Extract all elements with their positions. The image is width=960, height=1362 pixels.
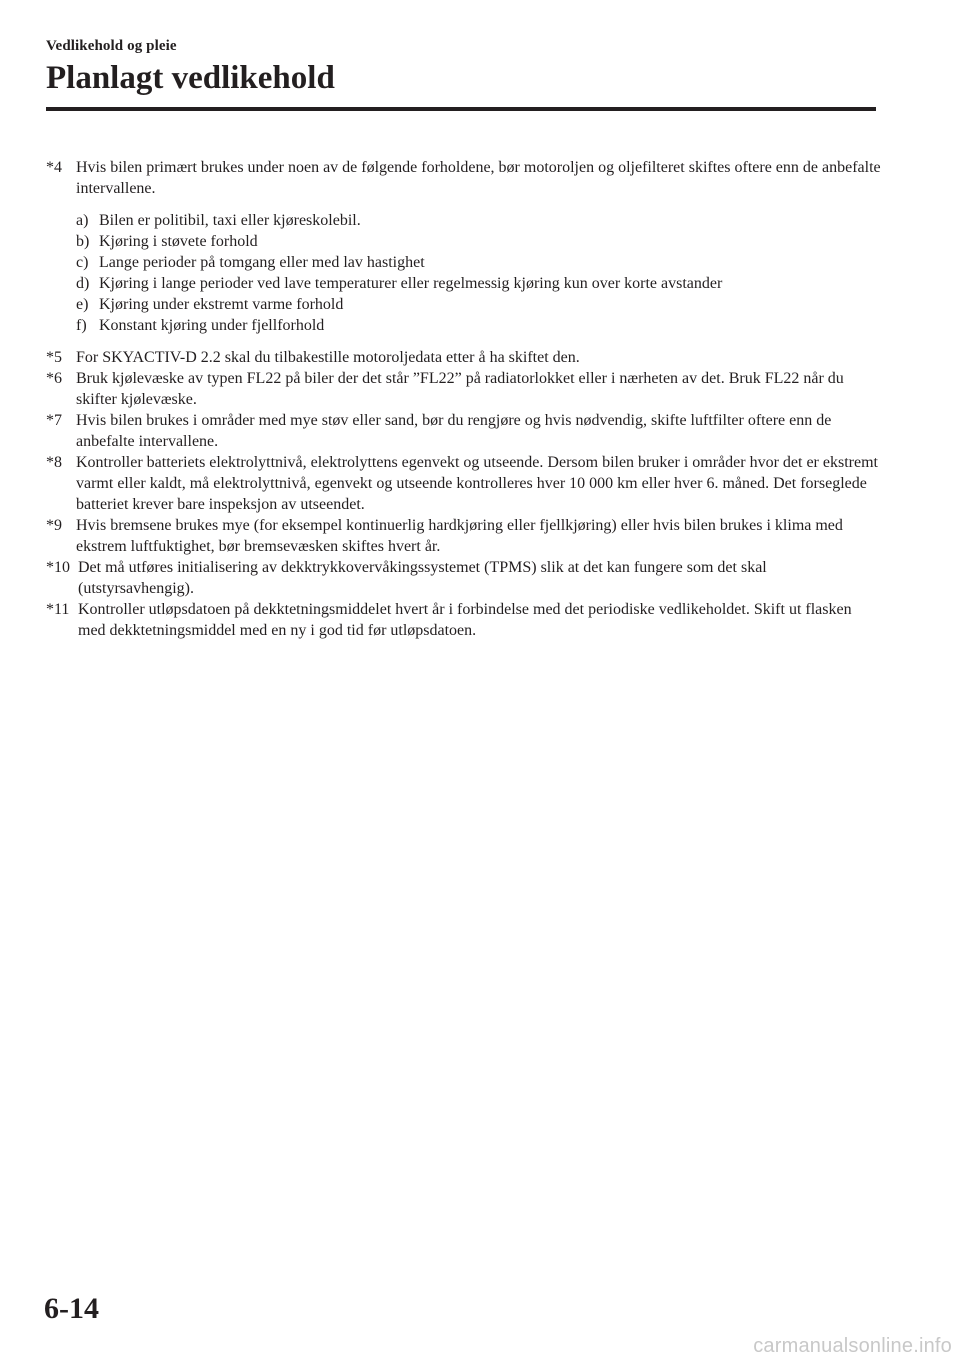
- footnote-5: [46, 347, 881, 368]
- list-text: Bilen er politibil, taxi eller kjøreskolebil.: [99, 212, 361, 229]
- footnote-text: Hvis bremsene brukes mye (for eksempel kontinuerlig hardkjøring eller fjellkjøring) eller hvis bilen brukes i klima med ekstrem luftfuktighet, bør bremsevæsken skiftes hvert år.: [76, 517, 843, 555]
- section-label: Vedlikehold og pleie: [46, 38, 177, 54]
- list-marker: b): [76, 233, 90, 250]
- footnote-marker: *4: [46, 159, 62, 176]
- footnote-7: [46, 410, 881, 452]
- list-marker: c): [76, 254, 89, 271]
- list-marker: f): [76, 317, 87, 334]
- footnote-10: [46, 557, 881, 599]
- footnote-text: Det må utføres initialisering av dekktrykkovervåkingssystemet (TPMS) slik at det kan fungere som det skal (utstyrsavhengig).: [78, 559, 767, 597]
- watermark: carmanualsonline.info: [753, 1335, 952, 1357]
- footnote-marker: *9: [46, 517, 62, 534]
- footnote-marker: *7: [46, 412, 62, 429]
- footnote-11: [46, 599, 881, 641]
- footnote-text: Hvis bilen primært brukes under noen av de følgende forholdene, bør motoroljen og oljefilteret skiftes oftere enn de anbefalte intervallene.: [76, 159, 881, 197]
- list-text: Lange perioder på tomgang eller med lav hastighet: [99, 254, 425, 271]
- list-item: [76, 252, 881, 273]
- footnote-4: [46, 157, 881, 199]
- list-text: Konstant kjøring under fjellforhold: [99, 317, 325, 334]
- page-title: Planlagt vedlikehold: [46, 60, 335, 96]
- list-text: Kjøring i lange perioder ved lave temperaturer eller regelmessig kjøring kun over korte avstander: [99, 275, 723, 292]
- footnote-9: [46, 515, 881, 557]
- list-text: Kjøring under ekstremt varme forhold: [99, 296, 344, 313]
- footnotes: [46, 157, 881, 641]
- footnote-marker: *5: [46, 349, 62, 366]
- footnote-text: Kontroller utløpsdatoen på dekktetningsmiddelet hvert år i forbindelse med det periodiske vedlikeholdet. Skift ut flasken med dekktetningsmiddel med en ny i god tid før utløpsdatoen.: [78, 601, 852, 639]
- list-item: [76, 273, 881, 294]
- condition-list: [76, 210, 881, 336]
- list-item: [76, 294, 881, 315]
- list-item: [76, 231, 881, 252]
- footnote-text: For SKYACTIV-D 2.2 skal du tilbakestille motoroljedata etter å ha skiftet den.: [76, 349, 580, 366]
- footnote-marker: *11: [46, 601, 70, 618]
- list-marker: d): [76, 275, 90, 292]
- list-marker: e): [76, 296, 89, 313]
- footnote-text: Hvis bilen brukes i områder med mye støv eller sand, bør du rengjøre og hvis nødvendig, skifte luftfilter oftere enn de anbefalte intervallene.: [76, 412, 832, 450]
- footnote-text: Bruk kjølevæske av typen FL22 på biler der det står ”FL22” på radiatorlokket eller i nærheten av det. Bruk FL22 når du skifter kjølevæske.: [76, 370, 844, 408]
- list-marker: a): [76, 212, 89, 229]
- page-number: 6-14: [44, 1292, 99, 1325]
- title-rule: [46, 107, 876, 111]
- footnote-marker: *6: [46, 370, 62, 387]
- footnote-marker: *10: [46, 559, 70, 576]
- list-text: Kjøring i støvete forhold: [99, 233, 258, 250]
- footnote-6: [46, 368, 881, 410]
- footnote-8: [46, 452, 881, 515]
- footnote-text: Kontroller batteriets elektrolyttnivå, elektrolyttens egenvekt og utseende. Dersom bilen bruker i områder hvor det er ekstremt varmt eller kaldt, må elektrolyttnivå, egenvekt og utseende kontrolleres hver 10 000 km eller hver 6. måned. Det forseglede batteriet krever bare inspeksjon av utseendet.: [76, 454, 878, 513]
- list-item: [76, 210, 881, 231]
- footnote-marker: *8: [46, 454, 62, 471]
- list-item: [76, 315, 881, 336]
